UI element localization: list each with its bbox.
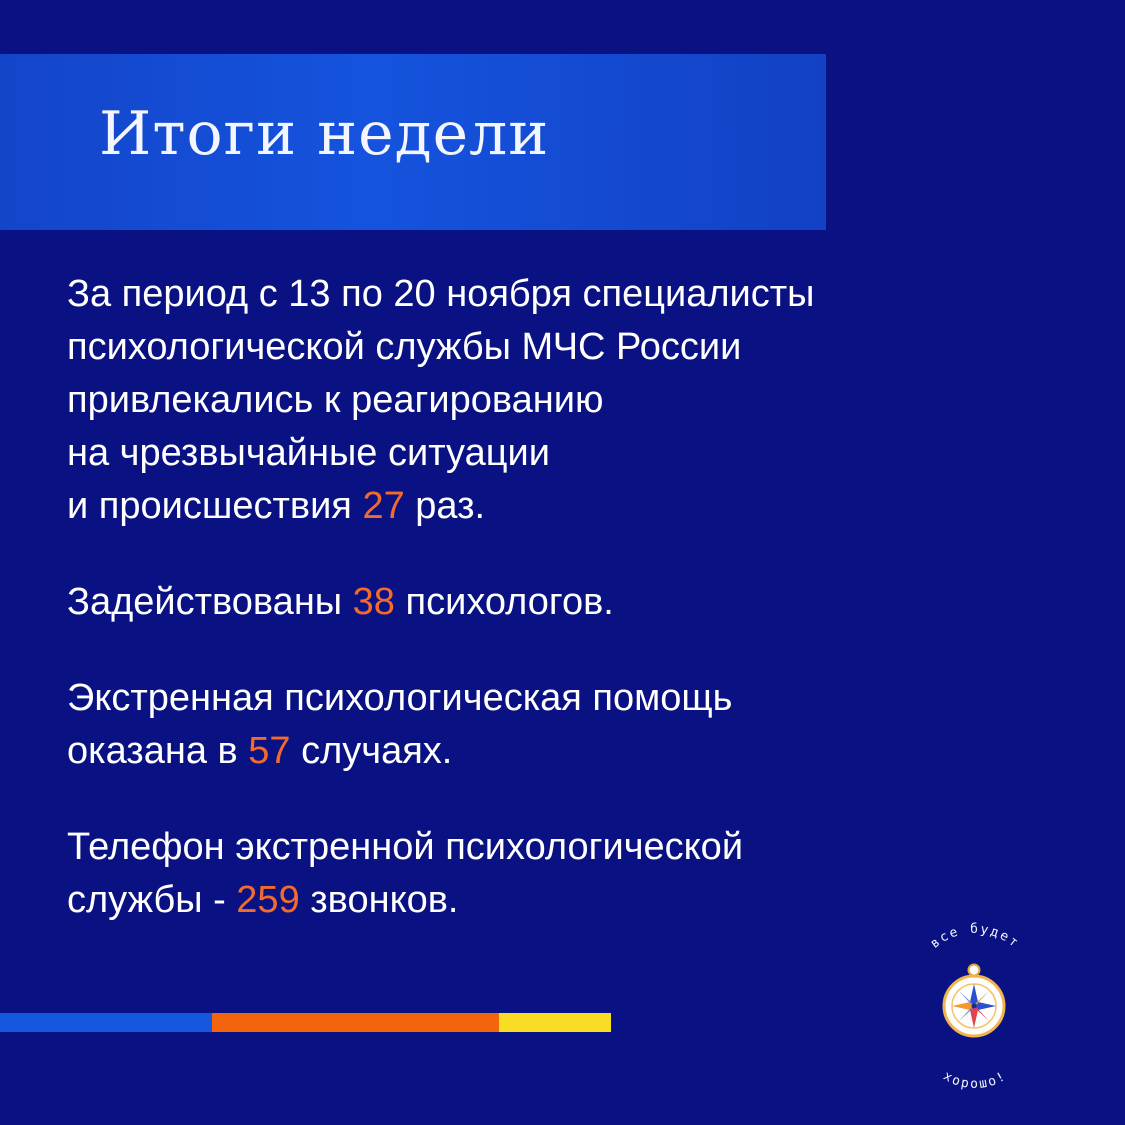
summary-paragraph-responses	[67, 268, 1077, 533]
highlight-number-cases: 57	[248, 730, 291, 772]
stripe-blue	[0, 1013, 212, 1032]
stripe-yellow	[499, 1013, 611, 1032]
logo-bottom-text: хорошо!	[940, 1068, 1010, 1090]
text-line: психологической службы МЧС России	[67, 326, 742, 368]
summary-paragraph-psychologists	[67, 576, 1077, 629]
text-line: За период с 13 по 20 ноября специалисты	[67, 273, 815, 315]
text-line: на чрезвычайные ситуации	[67, 432, 550, 474]
compass-icon	[944, 965, 1004, 1037]
text-fragment: случаях.	[290, 730, 453, 772]
summary-paragraph-hotline	[67, 821, 1077, 927]
text-fragment: психологов.	[394, 581, 614, 623]
weekly-summary-text	[67, 268, 1077, 970]
page-title: Итоги недели	[99, 99, 550, 169]
logo-top-text: все будет	[927, 922, 1023, 952]
text-line: Телефон экстренной психологической	[67, 826, 744, 868]
text-fragment: службы -	[67, 879, 237, 921]
summary-paragraph-help	[67, 672, 1077, 778]
text-fragment: оказана в	[67, 730, 249, 772]
text-line	[67, 576, 1077, 629]
text-line	[67, 725, 1077, 778]
highlight-number-calls: 259	[236, 879, 300, 921]
text-line	[67, 480, 1077, 533]
highlight-number-psychologists: 38	[352, 581, 395, 623]
stripe-orange	[212, 1013, 499, 1032]
text-fragment: звонков.	[299, 879, 459, 921]
text-line: Экстренная психологическая помощь	[67, 677, 733, 719]
text-fragment: раз.	[404, 485, 486, 527]
text-line: привлекались к реагированию	[67, 379, 604, 421]
text-fragment: Задействованы	[67, 581, 353, 623]
text-fragment: и происшествия	[67, 485, 363, 527]
vse-budet-horosho-logo	[900, 920, 1050, 1090]
highlight-number-responses: 27	[362, 485, 405, 527]
